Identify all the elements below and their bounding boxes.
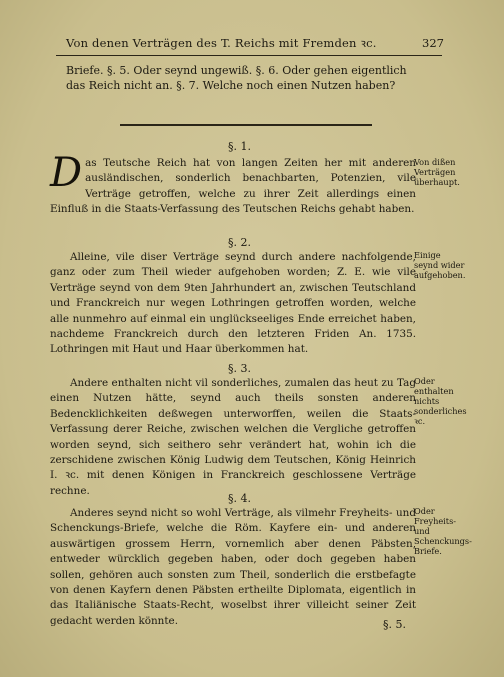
- header-rule: [56, 55, 442, 56]
- chapter-summary: Briefe. §. 5. Oder seynd ungewiß. §. 6. Oder gehen eigentlich das Reich nicht an. §. 7. Welche noch einen Nutzen haben?: [66, 64, 407, 92]
- section-text-1: as Teutsche Reich hat von langen Zeiten her mit anderen ausländischen, sonderlich benachbarten, Potenzien, vile Verträge getroffen, welche zu ihrer Zeit allerdings einen Einfluß in die Staats-Verfassung des Teutschen Reichs gehabt haben.: [50, 157, 416, 216]
- page-number: 327: [422, 36, 444, 50]
- margin-note-4: Oder Freyheits- und Schenckungs-Briefe.: [414, 506, 472, 556]
- drop-cap: D: [50, 150, 83, 196]
- margin-note-3: Oder enthalten nichts sonderliches ꝛc.: [414, 376, 467, 426]
- section-paragraph-4: Anderes seynd nicht so wohl Verträge, als vilmehr Freyheits- und Schenckungs-Briefe, welche die Röm. Kayfere ein- und anderen auswärtigen grossem Herrn, vornemlich aber denen Päbsten, entweder würcklich gegeben haben, oder doch gegeben haben sollen, gehören auch sonsten zum Theil, sonderlich die erstbefagte von denen Kayfern denen Päbsten ertheilte Diplomata, eigentlich in das Italiänische Staats-Recht, woselbst ihrer villeicht seiner Zeit gedacht werden könnte.: [50, 507, 416, 627]
- section-heading-2: §. 2.: [228, 236, 251, 249]
- margin-note-1: Von dißen Verträgen überhaupt.: [414, 157, 460, 187]
- page-header: [56, 32, 444, 54]
- section-heading-3: §. 3.: [228, 362, 251, 375]
- catchword: §. 5.: [383, 618, 406, 631]
- section-paragraph-1: [50, 150, 416, 218]
- section-paragraph-2: Alleine, vile diser Verträge seynd durch andere nachfolgende, ganz oder zum Theil wieder aufgehoben worden; Z. E. wie vile Verträge seynd von dem 9ten Jahrhundert an, zwischen Teutschland und Franckreich nur wegen Lothringen getroffen worden, welche alle nunmehro auf einmal ein unglückseeliges Ende erreichet haben, nachdeme Franckreich durch den letzteren Friden An. 1735. Lothringen mit Haut und Haar überkommen hat.: [50, 251, 416, 356]
- section-heading-4: §. 4.: [228, 492, 251, 505]
- section-divider-rule: [120, 124, 372, 126]
- running-head: Von denen Verträgen des T. Reichs mit Fremden ꝛc.: [66, 36, 377, 50]
- section-paragraph-3: Andere enthalten nicht vil sonderliches, zumalen das heut zu Tag einen Nutzen hätte, seynd auch theils sonsten anderen Bedencklichkeiten deßwegen unterworffen, weilen die Staats-Verfassung derer Reiche, zwischen welchen die Vergliche getroffen worden seynd, sich seithero sehr verändert hat, wohin ich die zerschidene zwischen König Ludwig dem Teutschen, König Heinrich I. ꝛc. mit denen Königen in Franckreich geschlossene Verträge rechne.: [50, 377, 416, 497]
- margin-note-2: Einige seynd wider aufgehoben.: [414, 250, 466, 280]
- section-heading-1: §. 1.: [228, 140, 251, 153]
